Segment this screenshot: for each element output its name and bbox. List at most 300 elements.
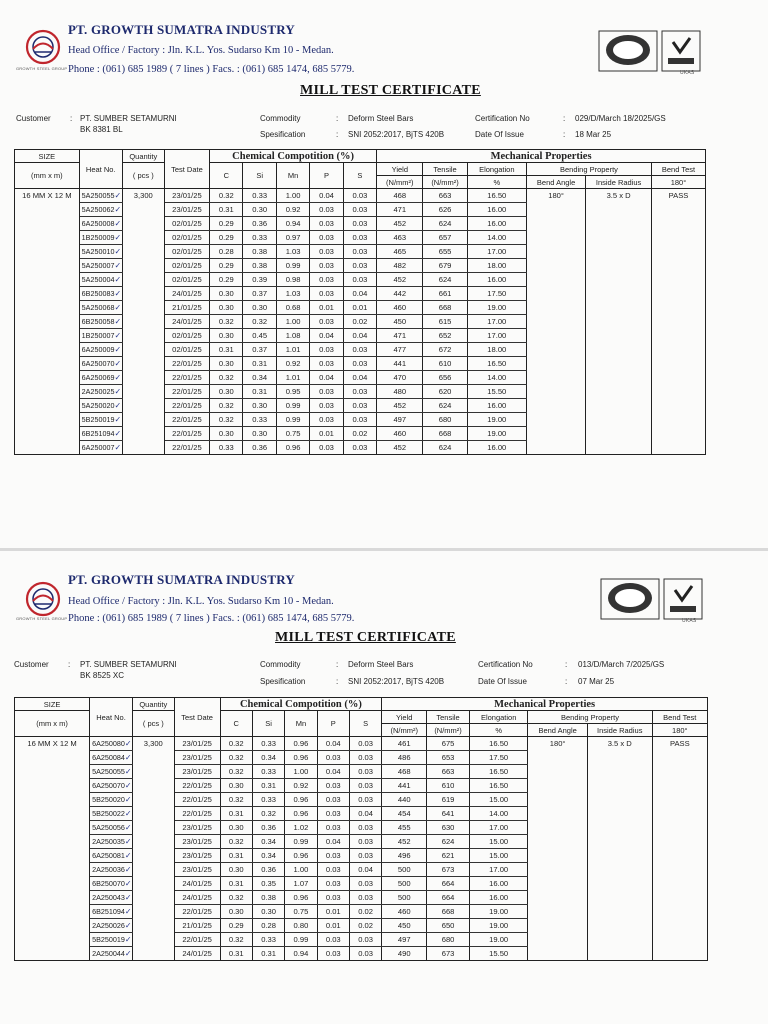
inside-radius-cell	[586, 217, 652, 231]
heat-no-cell	[79, 357, 122, 371]
mn-cell: 1.01	[276, 343, 309, 357]
elongation-cell: 16.00	[467, 203, 526, 217]
header-bending: Bending Property	[526, 163, 651, 176]
heat-no-cell	[79, 231, 122, 245]
size-cell	[15, 259, 80, 273]
quantity-cell	[132, 877, 174, 891]
test-date-cell: 02/01/25	[164, 343, 209, 357]
elongation-cell: 15.00	[469, 849, 527, 863]
p-cell: 0.04	[317, 737, 349, 751]
quantity-cell	[132, 849, 174, 863]
tensile-cell: 664	[427, 877, 470, 891]
mn-cell: 0.96	[285, 891, 317, 905]
si-cell: 0.31	[243, 357, 276, 371]
heat-no: 6B250058	[81, 317, 115, 326]
s-cell: 0.03	[343, 343, 376, 357]
elongation-cell: 16.00	[467, 399, 526, 413]
p-cell: 0.03	[317, 779, 349, 793]
size-cell	[15, 849, 90, 863]
spec-value: SNI 2052:2017, BjTS 420B	[348, 677, 445, 686]
si-cell: 0.33	[252, 765, 284, 779]
elongation-cell: 14.00	[467, 231, 526, 245]
p-cell: 0.03	[317, 863, 349, 877]
colon: :	[336, 660, 339, 669]
heat-no-cell	[90, 919, 133, 933]
bend-test-cell	[651, 217, 705, 231]
heat-no-cell	[79, 245, 122, 259]
inside-radius-cell	[587, 821, 652, 835]
mn-cell: 0.94	[276, 217, 309, 231]
company-logo	[24, 580, 62, 618]
bend-test-cell	[652, 751, 707, 765]
heat-no: 6A250070	[92, 781, 125, 790]
colon: :	[565, 660, 568, 669]
heat-no-cell	[79, 371, 122, 385]
header-bend-test: Bend Test	[652, 711, 707, 724]
bend-angle-cell: 180°	[526, 189, 585, 203]
test-date-cell: 23/01/25	[174, 849, 220, 863]
table-row	[15, 287, 706, 301]
si-cell: 0.30	[243, 203, 276, 217]
bend-angle-cell	[528, 751, 587, 765]
si-cell: 0.34	[243, 371, 276, 385]
bend-angle-cell	[526, 245, 585, 259]
size-cell	[15, 779, 90, 793]
table-row	[15, 217, 706, 231]
quantity-cell	[122, 441, 164, 455]
customer-name: PT. SUMBER SETAMURNI	[80, 660, 177, 669]
company-name: PT. GROWTH SUMATRA INDUSTRY	[68, 572, 295, 587]
mn-cell: 0.96	[285, 793, 317, 807]
s-cell: 0.03	[343, 189, 376, 203]
bend-angle-cell	[528, 919, 587, 933]
inside-radius-cell	[586, 385, 652, 399]
yield-cell: 455	[382, 821, 427, 835]
heat-no-cell	[90, 737, 133, 751]
bend-test-cell: PASS	[652, 737, 707, 751]
check-mark-icon: ✓	[114, 219, 122, 228]
size-cell	[15, 835, 90, 849]
customer-name: PT. SUMBER SETAMURNI	[80, 114, 177, 123]
table-row	[15, 835, 708, 849]
mn-cell: 0.75	[276, 427, 309, 441]
c-cell: 0.31	[220, 807, 252, 821]
quantity-cell	[132, 919, 174, 933]
quantity-cell	[122, 217, 164, 231]
quantity-cell	[122, 399, 164, 413]
si-cell: 0.38	[243, 245, 276, 259]
mn-cell: 0.96	[285, 849, 317, 863]
quantity-cell	[122, 343, 164, 357]
certification-badges	[600, 578, 704, 622]
tensile-cell: 610	[423, 357, 467, 371]
vehicle-number: BK 8381 BL	[80, 125, 123, 134]
heat-no-cell	[79, 427, 122, 441]
s-cell: 0.04	[349, 807, 381, 821]
tensile-cell: 668	[427, 905, 470, 919]
yield-cell: 450	[377, 315, 423, 329]
tensile-cell: 655	[423, 245, 467, 259]
header-bend-test-deg: 180°	[652, 724, 707, 737]
test-date-cell: 23/01/25	[174, 863, 220, 877]
s-cell: 0.03	[349, 751, 381, 765]
colon: :	[563, 130, 566, 139]
tensile-cell: 630	[427, 821, 470, 835]
inside-radius-cell	[586, 343, 652, 357]
table-row	[15, 877, 708, 891]
p-cell: 0.04	[317, 765, 349, 779]
quantity-cell	[122, 315, 164, 329]
yield-cell: 442	[377, 287, 423, 301]
p-cell: 0.03	[317, 933, 349, 947]
bend-test-cell	[652, 947, 707, 961]
tensile-cell: 620	[423, 385, 467, 399]
table-row	[15, 807, 708, 821]
test-date-cell: 22/01/25	[164, 357, 209, 371]
check-mark-icon: ✓	[124, 823, 132, 832]
inside-radius-cell	[587, 779, 652, 793]
heat-no-cell	[90, 751, 133, 765]
header-inside-radius: Inside Radius	[586, 176, 652, 189]
elongation-cell: 16.50	[469, 779, 527, 793]
bend-angle-cell	[526, 315, 585, 329]
check-mark-icon: ✓	[124, 837, 132, 846]
si-cell: 0.33	[243, 189, 276, 203]
yield-cell: 452	[377, 273, 423, 287]
header-c: C	[210, 163, 243, 189]
p-cell: 0.03	[310, 357, 343, 371]
check-mark-icon: ✓	[114, 401, 122, 410]
c-cell: 0.30	[210, 357, 243, 371]
heat-no: 6B251094	[81, 429, 115, 438]
p-cell: 0.03	[317, 891, 349, 905]
check-mark-icon: ✓	[114, 247, 122, 256]
table-row	[15, 793, 708, 807]
yield-cell: 465	[377, 245, 423, 259]
yield-cell: 480	[377, 385, 423, 399]
quantity-cell	[132, 933, 174, 947]
quantity-cell	[122, 287, 164, 301]
quantity-cell	[122, 259, 164, 273]
elongation-cell: 19.00	[469, 919, 527, 933]
header-quantity: Quantity	[122, 150, 164, 163]
check-mark-icon: ✓	[124, 767, 132, 776]
elongation-cell: 17.50	[467, 287, 526, 301]
heat-no-cell	[90, 933, 133, 947]
colon: :	[336, 677, 339, 686]
quantity-cell: 3,300	[132, 737, 174, 751]
c-cell: 0.31	[220, 947, 252, 961]
check-mark-icon: ✓	[114, 205, 122, 214]
bend-angle-cell: 180°	[528, 737, 587, 751]
head-office: Head Office / Factory : Jln. K.L. Yos. Sudarso Km 10 - Medan.	[68, 45, 334, 56]
mn-cell: 0.98	[276, 273, 309, 287]
mn-cell: 0.94	[285, 947, 317, 961]
header-yield-unit: (N/mm²)	[377, 176, 423, 189]
inside-radius-cell	[586, 273, 652, 287]
inside-radius-cell	[587, 891, 652, 905]
inside-radius-cell	[586, 371, 652, 385]
mn-cell: 0.92	[285, 779, 317, 793]
yield-cell: 460	[382, 905, 427, 919]
tensile-cell: 641	[427, 807, 470, 821]
header-p: P	[317, 711, 349, 737]
elongation-cell: 17.50	[469, 751, 527, 765]
mn-cell: 1.03	[276, 287, 309, 301]
mn-cell: 1.02	[285, 821, 317, 835]
bend-angle-cell	[526, 231, 585, 245]
check-mark-icon: ✓	[114, 387, 122, 396]
heat-no: 5B250019	[92, 935, 125, 944]
yield-cell: 500	[382, 863, 427, 877]
size-cell	[15, 399, 80, 413]
colon: :	[336, 114, 339, 123]
header-chemical: Chemical Compotition (%)	[220, 698, 382, 711]
si-cell: 0.38	[243, 259, 276, 273]
inside-radius-cell	[587, 835, 652, 849]
heat-no: 6B251094	[92, 907, 125, 916]
s-cell: 0.02	[349, 919, 381, 933]
size-cell	[15, 877, 90, 891]
si-cell: 0.31	[252, 947, 284, 961]
table-row	[15, 259, 706, 273]
table-row	[15, 245, 706, 259]
issue-date: 18 Mar 25	[575, 130, 612, 139]
test-date-cell: 23/01/25	[164, 203, 209, 217]
check-mark-icon: ✓	[114, 191, 122, 200]
tensile-cell: 664	[427, 891, 470, 905]
issue-label: Date Of Issue	[475, 130, 524, 139]
bend-test-cell	[652, 919, 707, 933]
check-mark-icon: ✓	[124, 879, 132, 888]
tensile-cell: 668	[423, 301, 467, 315]
size-cell	[15, 933, 90, 947]
c-cell: 0.29	[210, 217, 243, 231]
company-name: PT. GROWTH SUMATRA INDUSTRY	[68, 22, 295, 37]
badge-caption: UKAS	[680, 70, 695, 76]
mn-cell: 1.00	[276, 315, 309, 329]
s-cell: 0.03	[343, 217, 376, 231]
tensile-cell: 624	[423, 441, 467, 455]
header-mechanical: Mechanical Properties	[377, 150, 706, 163]
size-cell	[15, 301, 80, 315]
yield-cell: 463	[377, 231, 423, 245]
header-mechanical: Mechanical Properties	[382, 698, 708, 711]
c-cell: 0.31	[220, 849, 252, 863]
heat-no: 1B250007	[81, 331, 115, 340]
p-cell: 0.03	[317, 877, 349, 891]
bend-angle-cell	[528, 807, 587, 821]
bend-test-cell	[652, 905, 707, 919]
table-row	[15, 765, 708, 779]
yield-cell: 482	[377, 259, 423, 273]
heat-no: 6A250084	[92, 753, 125, 762]
size-cell	[15, 765, 90, 779]
inside-radius-cell: 3.5 x D	[586, 189, 652, 203]
elongation-cell: 15.50	[467, 385, 526, 399]
test-date-cell: 02/01/25	[164, 273, 209, 287]
size-cell	[15, 947, 90, 961]
bend-test-cell	[651, 371, 705, 385]
tensile-cell: 673	[427, 863, 470, 877]
table-row	[15, 203, 706, 217]
bend-test-cell	[651, 329, 705, 343]
tensile-cell: 626	[423, 203, 467, 217]
test-date-cell: 22/01/25	[164, 385, 209, 399]
c-cell: 0.32	[220, 765, 252, 779]
si-cell: 0.33	[252, 793, 284, 807]
p-cell: 0.01	[310, 301, 343, 315]
mn-cell: 0.96	[285, 807, 317, 821]
elongation-cell: 18.00	[467, 343, 526, 357]
header-yield-unit: (N/mm²)	[382, 724, 427, 737]
c-cell: 0.32	[210, 371, 243, 385]
si-cell: 0.33	[243, 413, 276, 427]
bend-test-cell	[651, 399, 705, 413]
check-mark-icon: ✓	[124, 949, 132, 958]
s-cell: 0.03	[343, 259, 376, 273]
header-bend-test-deg: 180°	[651, 176, 705, 189]
heat-no: 2A250026	[92, 921, 125, 930]
bend-angle-cell	[526, 203, 585, 217]
inside-radius-cell	[587, 751, 652, 765]
heat-no-cell	[79, 413, 122, 427]
p-cell: 0.04	[310, 329, 343, 343]
yield-cell: 500	[382, 891, 427, 905]
head-office: Head Office / Factory : Jln. K.L. Yos. Sudarso Km 10 - Medan.	[68, 596, 334, 607]
p-cell: 0.03	[310, 399, 343, 413]
bend-test-cell	[652, 877, 707, 891]
phone: Phone : (061) 685 1989 ( 7 lines ) Facs. : (061) 685 1474, 685 5779.	[68, 64, 355, 75]
test-date-cell: 02/01/25	[164, 329, 209, 343]
mn-cell: 0.99	[285, 835, 317, 849]
size-cell	[15, 231, 80, 245]
tensile-cell: 610	[427, 779, 470, 793]
si-cell: 0.33	[243, 231, 276, 245]
size-cell	[15, 441, 80, 455]
c-cell: 0.33	[210, 441, 243, 455]
heat-no: 5A250020	[81, 401, 115, 410]
si-cell: 0.36	[243, 217, 276, 231]
test-date-cell: 22/01/25	[174, 905, 220, 919]
table-row	[15, 357, 706, 371]
table-row	[15, 371, 706, 385]
bend-angle-cell	[528, 849, 587, 863]
p-cell: 0.01	[317, 919, 349, 933]
p-cell: 0.03	[317, 947, 349, 961]
heat-no-cell	[90, 807, 133, 821]
c-cell: 0.30	[220, 779, 252, 793]
yield-cell: 440	[382, 793, 427, 807]
heat-no: 6A250070	[81, 359, 115, 368]
bend-test-cell	[651, 245, 705, 259]
table-row	[15, 737, 708, 751]
heat-no: 6A250080	[92, 739, 125, 748]
p-cell: 0.03	[310, 231, 343, 245]
header-tensile: Tensile	[423, 163, 467, 176]
inside-radius-cell	[587, 765, 652, 779]
check-mark-icon: ✓	[124, 865, 132, 874]
size-cell	[15, 371, 80, 385]
yield-cell: 441	[382, 779, 427, 793]
check-mark-icon: ✓	[114, 233, 122, 242]
check-mark-icon: ✓	[114, 415, 122, 424]
test-date-cell: 24/01/25	[164, 315, 209, 329]
c-cell: 0.31	[210, 203, 243, 217]
size-cell: 16 MM X 12 M	[15, 737, 90, 751]
colon: :	[70, 114, 73, 123]
elongation-cell: 15.50	[469, 947, 527, 961]
commodity-label: Commodity	[260, 114, 301, 123]
heat-no-cell	[90, 905, 133, 919]
mn-cell: 1.00	[285, 863, 317, 877]
quantity-cell	[122, 203, 164, 217]
bend-test-cell	[651, 231, 705, 245]
badge-caption: UKAS	[682, 618, 697, 624]
bend-test-cell	[652, 863, 707, 877]
test-date-cell: 22/01/25	[164, 371, 209, 385]
c-cell: 0.30	[210, 287, 243, 301]
header-elong-unit: %	[467, 176, 526, 189]
commodity-value: Deform Steel Bars	[348, 114, 414, 123]
bend-test-cell	[651, 301, 705, 315]
c-cell: 0.32	[210, 189, 243, 203]
bend-test-cell	[651, 203, 705, 217]
spec-label: Spesification	[260, 130, 306, 139]
heat-no-cell	[79, 441, 122, 455]
size-cell	[15, 427, 80, 441]
heat-no-cell	[79, 399, 122, 413]
bend-test-cell	[651, 427, 705, 441]
certificate-title: MILL TEST CERTIFICATE	[275, 630, 456, 645]
test-date-cell: 22/01/25	[174, 933, 220, 947]
bend-angle-cell	[528, 835, 587, 849]
mn-cell: 0.75	[285, 905, 317, 919]
table-row	[15, 427, 706, 441]
test-date-cell: 24/01/25	[174, 891, 220, 905]
c-cell: 0.31	[220, 877, 252, 891]
elongation-cell: 19.00	[467, 413, 526, 427]
certification-badges	[598, 30, 702, 74]
tensile-cell: 624	[423, 217, 467, 231]
commodity-value: Deform Steel Bars	[348, 660, 414, 669]
size-cell	[15, 217, 80, 231]
table-row	[15, 385, 706, 399]
table-row	[15, 751, 708, 765]
c-cell: 0.32	[210, 315, 243, 329]
si-cell: 0.45	[243, 329, 276, 343]
tensile-cell: 680	[423, 413, 467, 427]
header-size-unit: (mm x m)	[15, 711, 90, 737]
mn-cell: 1.00	[285, 765, 317, 779]
elongation-cell: 18.00	[467, 259, 526, 273]
check-mark-icon: ✓	[114, 331, 122, 340]
quantity-cell	[122, 231, 164, 245]
si-cell: 0.30	[243, 301, 276, 315]
quantity-cell	[122, 357, 164, 371]
header-heat-no: Heat No.	[79, 150, 122, 189]
yield-cell: 468	[382, 765, 427, 779]
tensile-cell: 661	[423, 287, 467, 301]
test-date-cell: 02/01/25	[164, 259, 209, 273]
si-cell: 0.37	[243, 287, 276, 301]
p-cell: 0.04	[310, 371, 343, 385]
logo-caption: GROWTH STEEL GROUP	[16, 616, 68, 621]
issue-label: Date Of Issue	[478, 677, 527, 686]
s-cell: 0.03	[349, 891, 381, 905]
elongation-cell: 16.00	[467, 441, 526, 455]
elongation-cell: 17.00	[467, 329, 526, 343]
